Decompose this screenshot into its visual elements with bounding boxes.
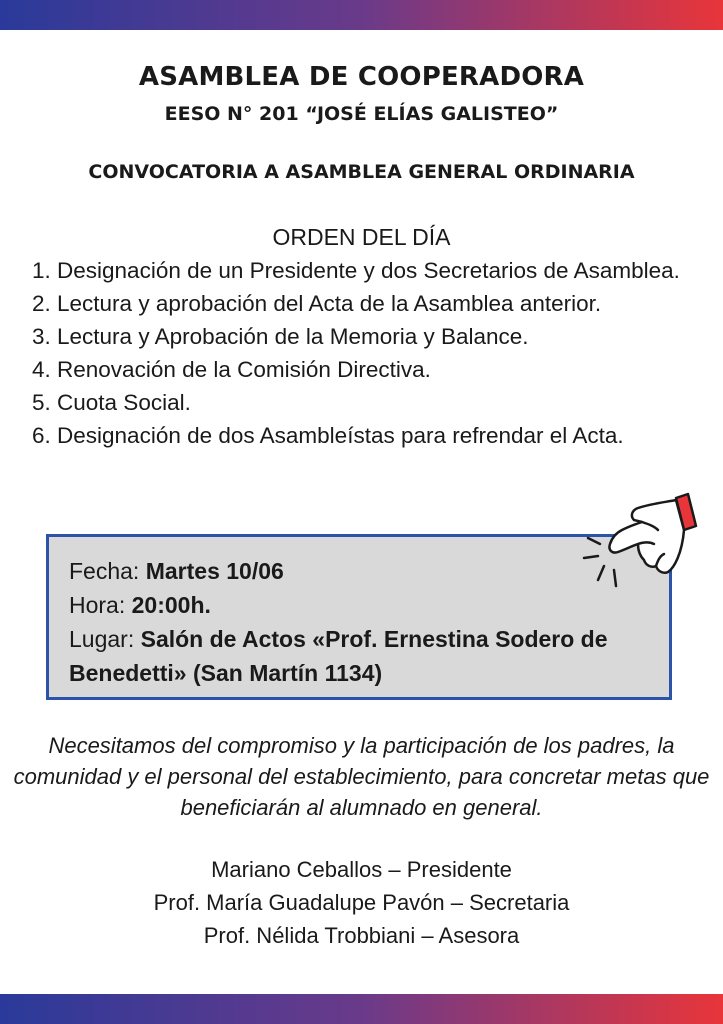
agenda-list	[32, 254, 697, 452]
date-label: Fecha:	[69, 558, 140, 584]
school-name: EESO N° 201 “JOSÉ ELÍAS GALISTEO”	[164, 103, 559, 125]
signature-line: Prof. Nélida Trobbiani – Asesora	[203, 923, 520, 948]
place-label: Lugar:	[69, 626, 135, 652]
top-gradient-bar	[0, 0, 723, 30]
time-label: Hora:	[69, 592, 126, 618]
signature-line: Prof. María Guadalupe Pavón – Secretaria	[153, 890, 570, 915]
bottom-gradient-bar	[0, 994, 723, 1024]
pointing-hand-icon	[578, 488, 698, 598]
agenda-item: 1. Designación de un Presidente y dos Secretarios de Asamblea.	[32, 258, 680, 283]
date-value: Martes 10/06	[145, 558, 284, 584]
agenda-item: 2. Lectura y aprobación del Acta de la Asamblea anterior.	[32, 291, 602, 316]
place-value: Salón de Actos «Prof. Ernestina Sodero de Benedetti» (San Martín 1134)	[69, 626, 608, 686]
agenda-heading: ORDEN DEL DÍA	[272, 224, 451, 250]
signature-line: Mariano Ceballos – Presidente	[211, 857, 512, 882]
agenda-item: 4. Renovación de la Comisión Directiva.	[32, 357, 431, 382]
agenda-item: 5. Cuota Social.	[32, 390, 191, 415]
agenda-item: 6. Designación de dos Asambleístas para refrendar el Acta.	[32, 423, 624, 448]
call-to-action-message: Necesitamos del compromiso y la participación de los padres, la comunidad y el personal del establecimiento, para concretar metas que beneficiarán al alumnado en general.	[13, 733, 710, 820]
time-value: 20:00h.	[131, 592, 211, 618]
signatures-block	[0, 853, 723, 952]
place-line	[69, 622, 669, 690]
agenda-item: 3. Lectura y Aprobación de la Memoria y Balance.	[32, 324, 529, 349]
page-title: ASAMBLEA DE COOPERADORA	[138, 62, 585, 92]
assembly-call-heading: CONVOCATORIA A ASAMBLEA GENERAL ORDINARIA	[88, 161, 635, 183]
